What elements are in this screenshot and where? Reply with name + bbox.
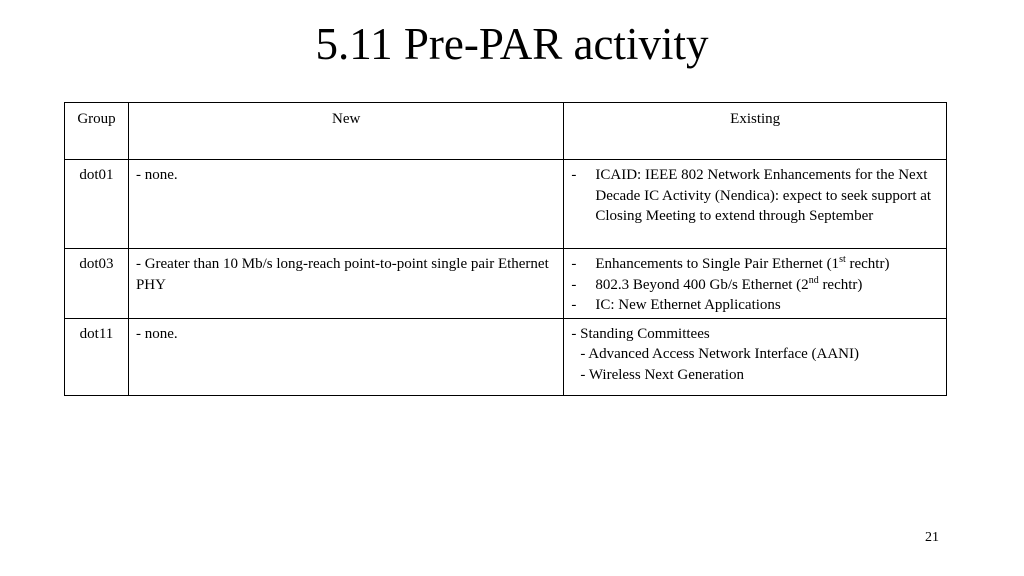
pre-par-activity-table xyxy=(64,102,947,396)
table-row xyxy=(65,249,947,319)
group-cell: dot01 xyxy=(65,160,129,249)
header-group: Group xyxy=(65,103,129,160)
list-item: - 802.3 Beyond 400 Gb/s Ethernet (2nd rechtr) xyxy=(571,274,863,293)
table-row xyxy=(65,160,947,249)
existing-cell xyxy=(564,160,947,249)
new-cell: - none. xyxy=(128,160,563,249)
list-item: - Enhancements to Single Pair Ethernet (1st rechtr) xyxy=(571,254,890,272)
table-row xyxy=(65,318,947,395)
list-item: - IC: New Ethernet Applications xyxy=(571,297,781,313)
new-cell: - none. xyxy=(128,318,563,395)
existing-cell xyxy=(564,318,947,395)
existing-cell xyxy=(564,249,947,319)
page-number: 21 xyxy=(925,530,939,545)
header-existing: Existing xyxy=(564,103,947,160)
group-cell: dot11 xyxy=(65,318,129,395)
table-header-row xyxy=(65,103,947,160)
list-item: - Wireless Next Generation xyxy=(580,366,745,383)
group-cell: dot03 xyxy=(65,249,129,319)
header-new: New xyxy=(128,103,563,160)
list-item: - Advanced Access Network Interface (AANI) xyxy=(580,346,860,362)
new-cell: - Greater than 10 Mb/s long-reach point-to-point single pair Ethernet PHY xyxy=(128,249,563,319)
list-item: - ICAID: IEEE 802 Network Enhancements for the Next Decade IC Activity (Nendica): expect to seek support at Closing Meeting to extend through September xyxy=(571,167,932,224)
list-heading: - Standing Committees xyxy=(571,325,710,342)
slide-title: 5.11 Pre-PAR activity xyxy=(315,19,709,69)
